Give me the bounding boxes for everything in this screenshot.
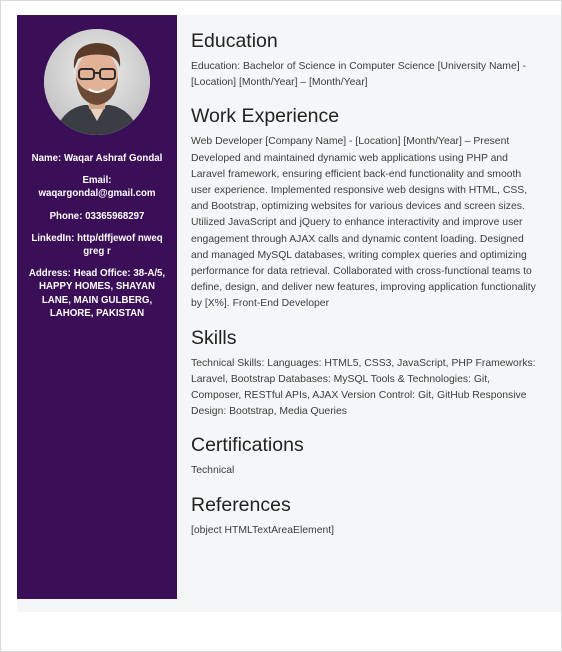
- certifications-heading: Certifications: [191, 434, 304, 457]
- sidebar: [17, 15, 177, 599]
- work-experience-heading: Work Experience: [191, 105, 340, 128]
- linkedin-value: http/dffjewof nweq greg r: [77, 232, 163, 258]
- education-text: Education: Bachelor of Science in Computer Science [University Name] - [Location] [Month/Year] – [Month/Year]: [191, 61, 526, 89]
- contact-email: Email: waqargondal@gmail.com: [38, 175, 156, 200]
- address-value: Head Office: 38-A/5, HAPPY HOMES, SHAYAN LANE, MAIN GULBERG, LAHORE, PAKISTAN: [39, 268, 166, 319]
- education-heading: Education: [191, 30, 278, 52]
- skills-heading: Skills: [191, 326, 237, 349]
- references-text: [object HTMLTextAreaElement]: [191, 524, 335, 536]
- resume-main: [191, 29, 536, 552]
- name-value: Waqar Ashraf Gondal: [64, 153, 163, 164]
- certifications-text: Technical: [191, 465, 235, 477]
- contact-address: Address: Head Office: 38-A/5, HAPPY HOMES, SHAYAN LANE, MAIN GULBERG, LAHORE, PAKISTAN: [28, 268, 166, 319]
- contact-details: [25, 152, 169, 329]
- phone-value: 03365968297: [85, 210, 145, 222]
- email-value: waqargondal@gmail.com: [38, 188, 156, 200]
- work-experience-text: Web Developer [Company Name] - [Location] [Month/Year] – Present Developed and maintained dynamic web applications using PHP and Laravel framework, ensuring efficient back-end functionality and smooth user experience. Implemented responsive web designs with HTML, CSS, and Bootstrap, optimizing websites for various devices and screen sizes. Utilized JavaScript and jQuery to enhance interactivity and improve user engagement through AJAX calls and dynamic content loading. Designed and managed MySQL databases, writing complex queries and optimizing performance for data retrieval. Collaborated with cross-functional teams to define, design, and deliver new features, improving application functionality by [X%]. Front-End Developer: [191, 136, 536, 310]
- references-heading: References: [191, 493, 291, 516]
- skills-text: Technical Skills: Languages: HTML5, CSS3, JavaScript, PHP Frameworks: Laravel, Bootstrap Databases: MySQL Tools & Technologies: Git, Composer, RESTful APIs, AJAX Version Control: Git, GitHub Responsive Design: Bootstrap, Media Queries: [191, 357, 536, 418]
- contact-name: Name: Waqar Ashraf Gondal: [31, 153, 163, 164]
- profile-photo: [44, 29, 150, 135]
- contact-phone: Phone: 03365968297: [49, 210, 145, 222]
- contact-linkedin: LinkedIn: http/dffjewof nweq greg r: [31, 232, 163, 258]
